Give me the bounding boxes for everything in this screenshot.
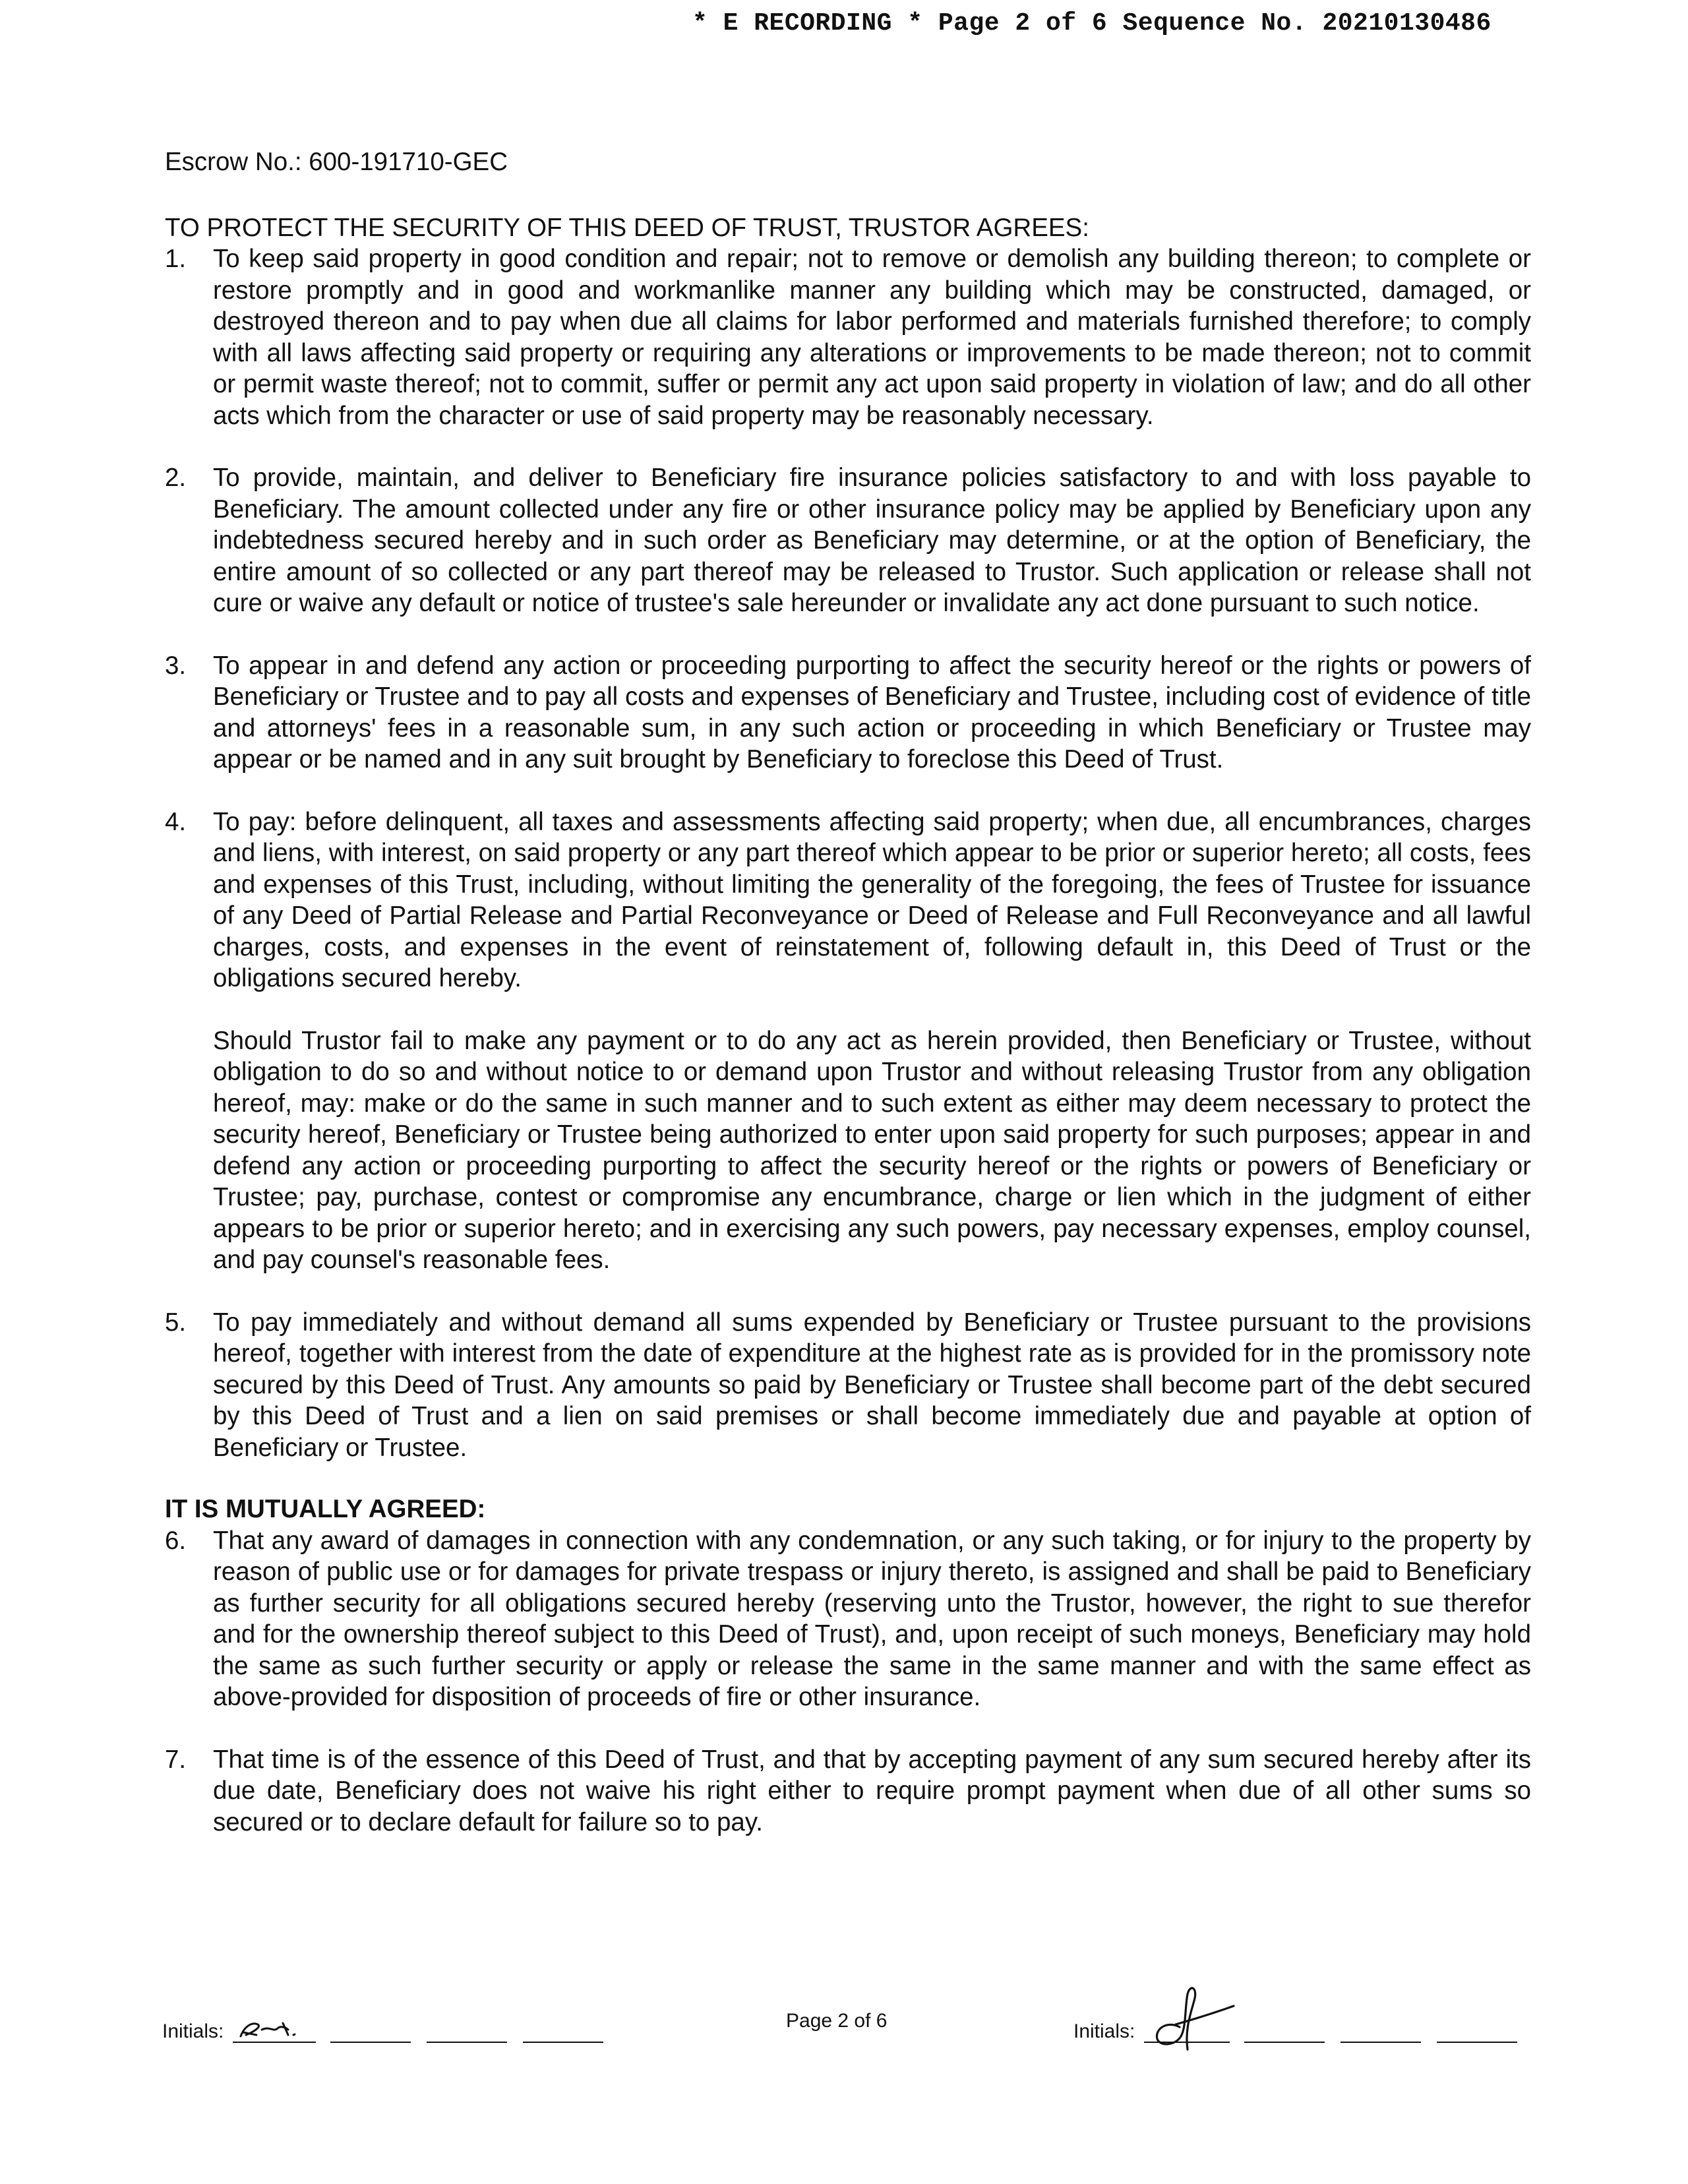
escrow-number: Escrow No.: 600-191710-GEC [165, 148, 508, 176]
clause-text: To appear in and defend any action or proceeding purporting to affect the security hereof or the rights or powers of Beneficiary or Trustee and to pay all costs and expenses of Beneficiary and Trustee, including cost of evidence of title and attorneys' fees in a reasonable sum, in any such action or proceeding in which Beneficiary or Trustee may appear or be named and in any suit brought by Beneficiary to foreclose this Deed of Trust. [213, 651, 1531, 774]
clause-4-continuation: Should Trustor fail to make any payment or to do any act as herein provided, then Beneficiary or Trustee, without obligation to do so and without notice to or demand upon Trustor and without releasing Trustor from any obligation hereof, may: make or do the same in such manner and to such extent as either may deem necessary to protect the security hereof, Beneficiary or Trustee being authorized to enter upon said property for such purposes; appear in and defend any action or proceeding purporting to affect the security hereof or the rights or powers of Beneficiary or Trustee; pay, purchase, contest or compromise any encumbrance, charge or lien which in the judgment of either appears to be prior or superior hereto; and in exercising any such powers, pay necessary expenses, employ counsel, and pay counsel's reasonable fees. [213, 1026, 1531, 1274]
clause-text: That any award of damages in connection with any condemnation, or any such taking, or for injury to the property by reason of public use or for damages for private trespass or injury thereto, is assigned and shall be paid to Beneficiary as further security for all obligations secured hereby (reserving unto the Trustor, however, the right to sue therefor and for the ownership thereof subject to this Deed of Trust), and, upon receipt of such moneys, Beneficiary may hold the same as such further security or apply or release the same in the same manner and with the same effect as above-provided for disposition of proceeds of fire or other insurance. [213, 1526, 1531, 1711]
clause-text: That time is of the essence of this Deed of Trust, and that by accepting payment of any sum secured hereby after its due date, Beneficiary does not waive his right either to require prompt payment when due of all other sums so secured or to declare default for failure so to pay. [213, 1745, 1531, 1836]
initials-blank [1341, 2035, 1421, 2043]
clause-6 [165, 1525, 1531, 1713]
initials-blank [427, 2035, 507, 2043]
initials-signature-left [233, 2005, 316, 2043]
initials-right [1073, 2005, 1533, 2043]
clause-number: 3. [165, 651, 187, 680]
initials-blank [330, 2035, 411, 2043]
initials-blank [1437, 2035, 1517, 2043]
clause-text: To provide, maintain, and deliver to Beneficiary fire insurance policies satisfactory to and with loss payable to Beneficiary. The amount collected under any fire or other insurance policy may be applied by Beneficiary upon any indebtedness secured hereby and in such order as Beneficiary may determine, or at the option of Beneficiary, the entire amount of so collected or any part thereof may be released to Trustor. Such application or release shall not cure or waive any default or notice of trustee's sale hereunder or invalidate any act done pursuant to such notice. [213, 464, 1531, 617]
clause-number: 4. [165, 807, 187, 836]
clause-7 [165, 1744, 1531, 1838]
clause-1 [165, 243, 1531, 431]
initials-blank [1244, 2035, 1325, 2043]
clause-number: 7. [165, 1745, 187, 1774]
handwritten-initials-right [1141, 1981, 1247, 2053]
section-heading: IT IS MUTUALLY AGREED: [165, 1495, 486, 1523]
clause-text: To pay: before delinquent, all taxes and assessments affecting said property; when due, all encumbrances, charges and liens, with interest, on said property or any part thereof which appear to be prior or superior hereto; all costs, fees and expenses of this Trust, including, without limiting the generality of the foregoing, the fees of Trustee for issuance of any Deed of Partial Release and Partial Reconveyance or Deed of Release and Full Reconveyance and all lawful charges, costs, and expenses in the event of reinstatement of, following default in, this Deed of Trust or the obligations secured hereby. [213, 807, 1531, 992]
clause-number: 2. [165, 464, 187, 492]
initials-signature-right [1144, 2005, 1230, 2043]
page-number: Page 2 of 6 [786, 2010, 888, 2032]
handwritten-initials-left [233, 2013, 318, 2044]
recording-header: * E RECORDING * Page 2 of 6 Sequence No. 20210130486 [692, 9, 1492, 38]
document-body [165, 146, 1531, 1869]
clause-2 [165, 462, 1531, 619]
section-intro: TO PROTECT THE SECURITY OF THIS DEED OF TRUST, TRUSTOR AGREES: [165, 213, 1089, 242]
initials-left [162, 2005, 619, 2043]
clause-number: 1. [165, 245, 187, 273]
initials-blank [523, 2035, 603, 2043]
clause-text: To pay immediately and without demand all sums expended by Beneficiary or Trustee pursuant to the provisions hereof, together with interest from the date of expenditure at the highest rate as is provided for in the promissory note secured by this Deed of Trust. Any amounts so paid by Beneficiary or Trustee shall become part of the debt secured by this Deed of Trust and a lien on said premises or shall become immediately due and payable at option of Beneficiary or Trustee. [213, 1308, 1531, 1462]
clause-4 [165, 806, 1531, 994]
initials-label: Initials: [162, 2020, 224, 2042]
clause-text: To keep said property in good condition and repair; not to remove or demolish any building thereon; to complete or restore promptly and in good and workmanlike manner any building which may be constructed, damaged, or destroyed thereon and to pay when due all claims for labor performed and materials furnished therefore; to comply with all laws affecting said property or requiring any alterations or improvements to be made thereon; not to commit or permit waste thereof; not to commit, suffer or permit any act upon said property in violation of law; and do all other acts which from the character or use of said property may be reasonably necessary. [213, 245, 1531, 430]
clause-number: 5. [165, 1308, 187, 1337]
clause-3 [165, 650, 1531, 775]
page-footer [162, 1991, 1534, 2051]
clause-5 [165, 1307, 1531, 1464]
clause-number: 6. [165, 1526, 187, 1555]
initials-label: Initials: [1073, 2020, 1135, 2042]
